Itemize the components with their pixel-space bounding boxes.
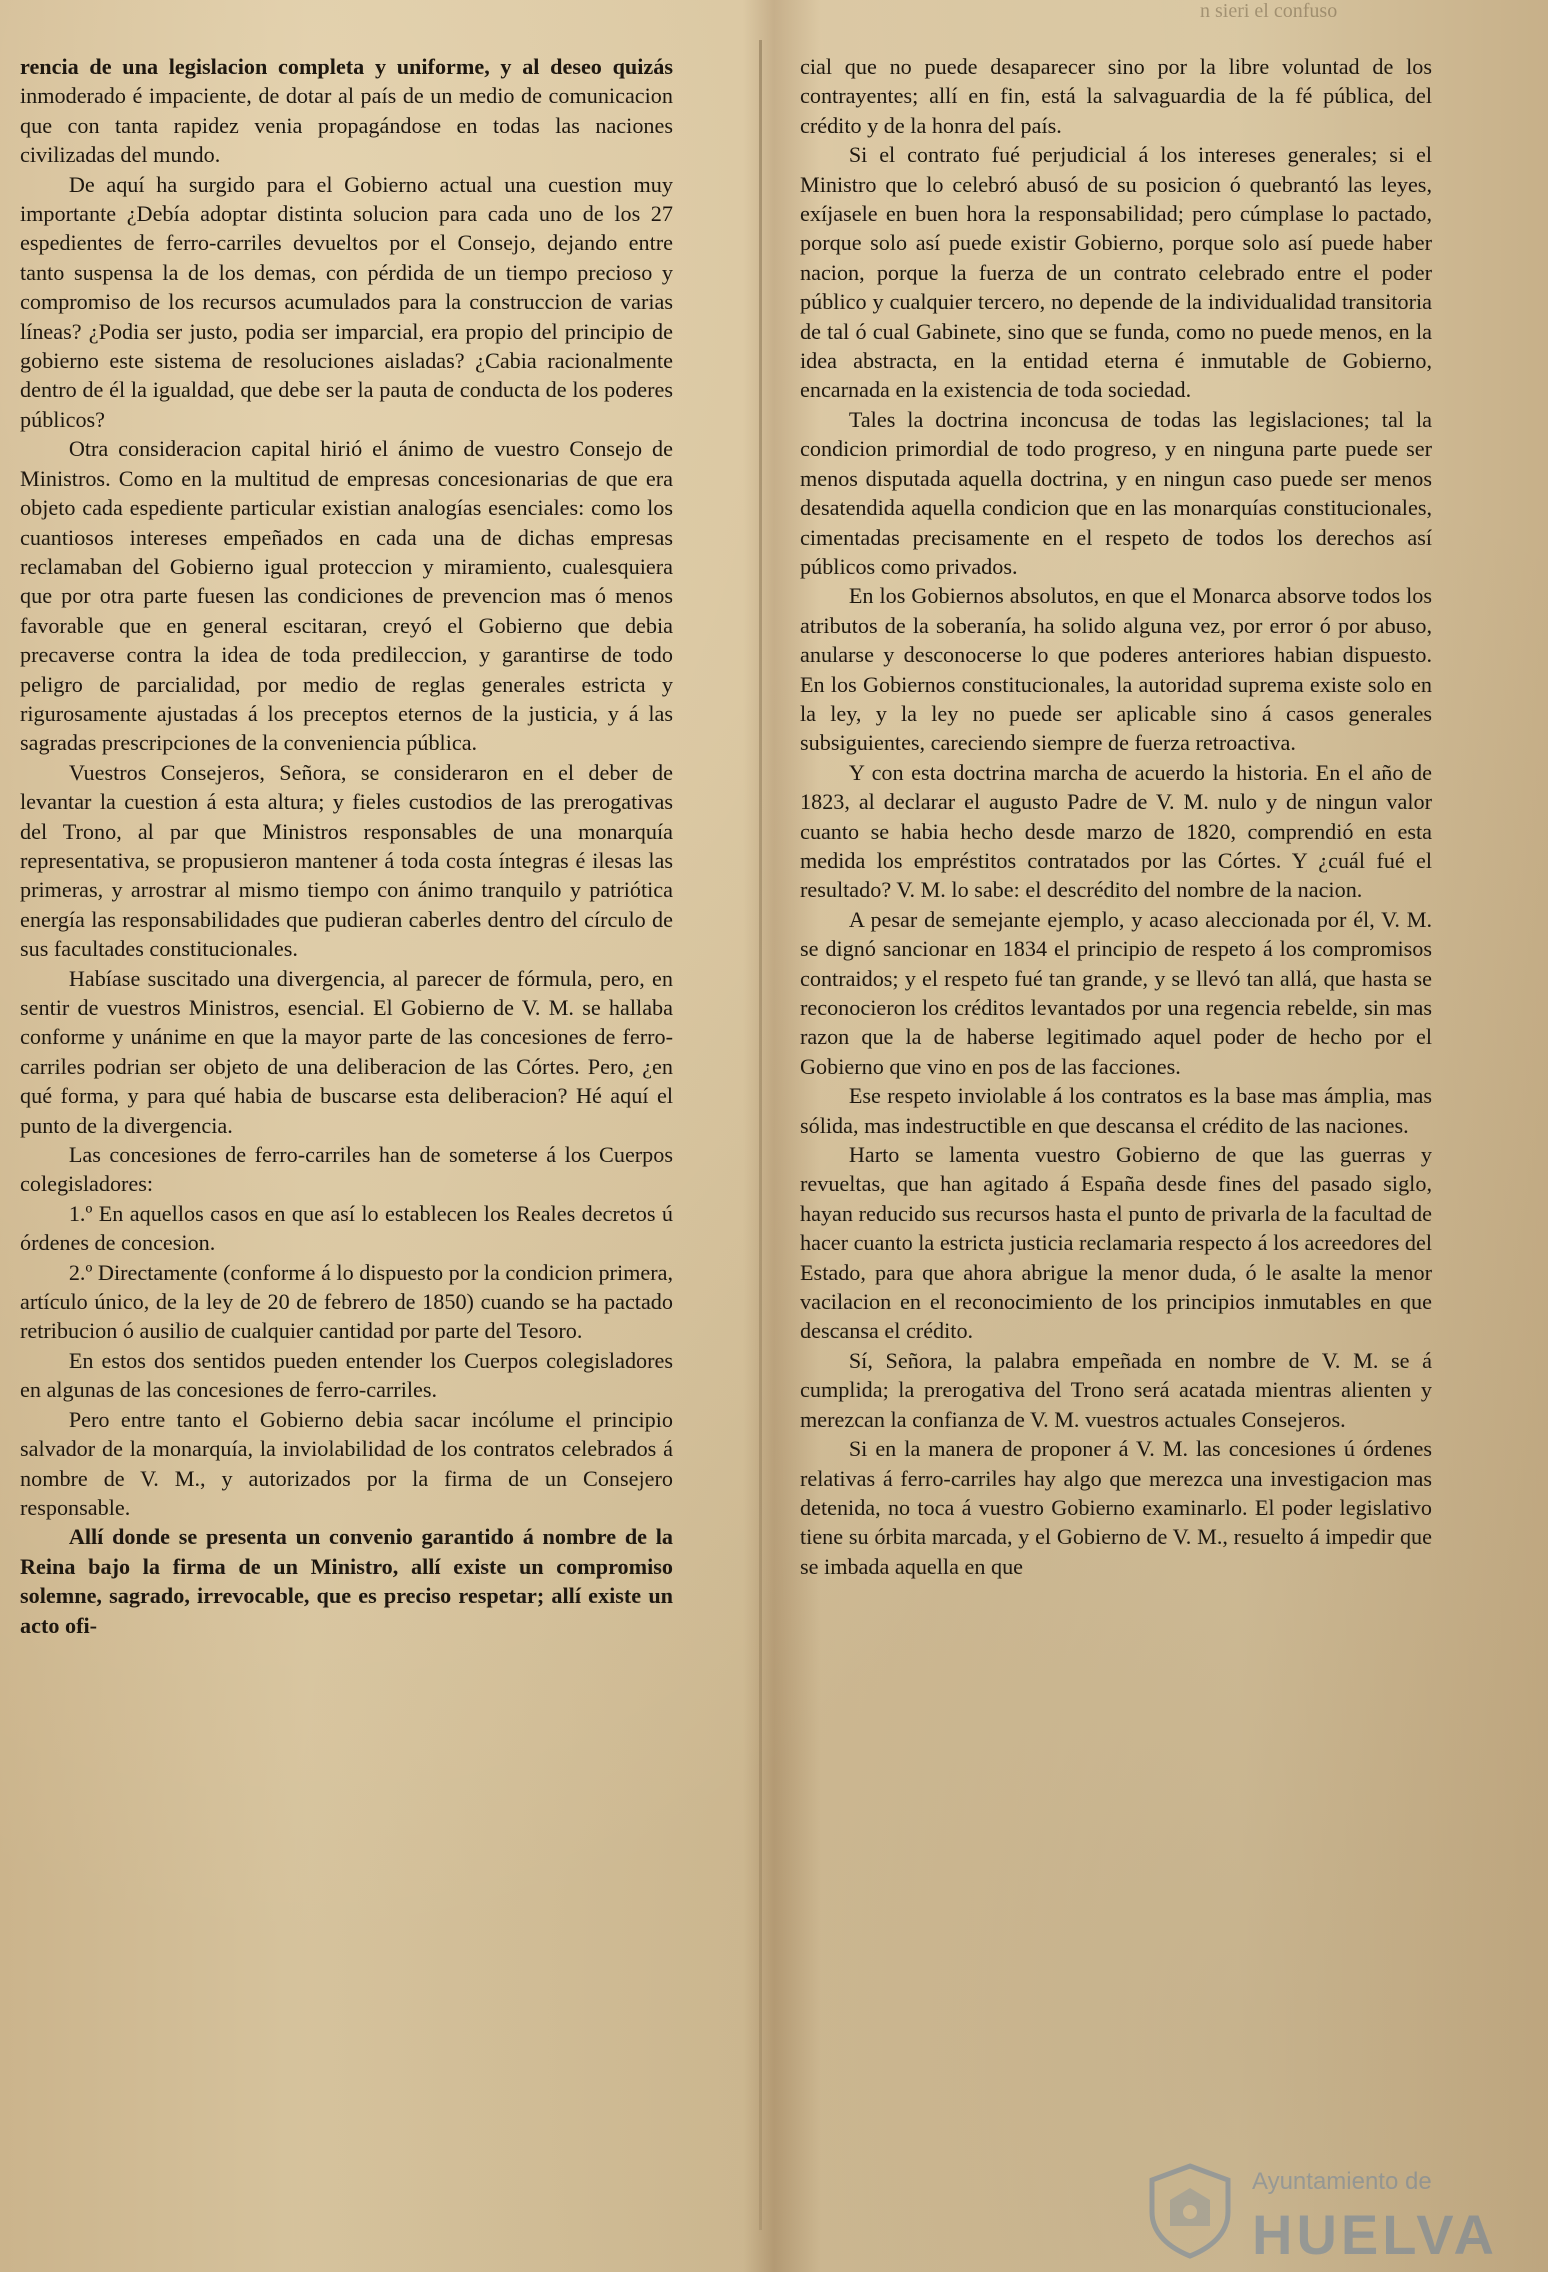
paragraph: Si en la manera de proponer á V. M. las concesiones ú órdenes relativas á ferro-carriles hay algo que merezca una investigacion mas detenida, no toca á vuestro Gobierno examinarlo. El poder legislativo tiene su órbita marcada, y el Gobierno de V. M., resuelto á impedir que se imbada aquella en que bbox=[800, 1436, 1432, 1579]
right-column bbox=[800, 52, 1432, 2182]
paragraph: Ese respeto inviolable á los contratos es la base mas ámplia, mas sólida, mas indestructible en que descansa el crédito de las naciones. bbox=[800, 1083, 1432, 1138]
paragraph: Habíase suscitado una divergencia, al parecer de fórmula, pero, en sentir de vuestros Ministros, esencial. El Gobierno de V. M. se hallaba conforme y unánime en que la mayor parte de las concesiones de ferro-carriles podrian ser objeto de una deliberacion de las Córtes. Pero, ¿en qué forma, y para qué habia de buscarse esta deliberacion? Hé aquí el punto de la divergencia. bbox=[20, 965, 673, 1138]
paragraph: En los Gobiernos absolutos, en que el Monarca absorve todos los atributos de la soberanía, ha solido alguna vez, por error ó por abuso, anularse y desconocerse lo que poderes anteriores habian dispuesto. En los Gobiernos constitucionales, la autoridad suprema existe solo en la ley, y la ley no puede ser aplicable sino á casos generales subsiguientes, careciendo siempre de fuerza retroactiva. bbox=[800, 583, 1432, 756]
paragraph: Pero entre tanto el Gobierno debia sacar incólume el principio salvador de la monarquía, la inviolabilidad de los contratos celebrados á nombre de V. M., y autorizados por la firma de un Consejero responsable. bbox=[20, 1406, 673, 1520]
watermark-line1: Ayuntamiento de bbox=[1252, 2168, 1432, 2195]
paragraph: En estos dos sentidos pueden entender los Cuerpos colegisladores en algunas de las concesiones de ferro-carriles. bbox=[20, 1347, 673, 1403]
paragraph: Allí donde se presenta un convenio garantido á nombre de la Reina bajo la firma de un Ministro, allí existe un compromiso solemne, sagrado, irrevocable, que es preciso respetar; allí existe un acto ofi- bbox=[20, 1524, 673, 1638]
paragraph: Sí, Señora, la palabra empeñada en nombre de V. M. se á cumplida; la prerogativa del Trono será acatada mientras alienten y merezcan la confianza de V. M. vuestros actuales Consejeros. bbox=[800, 1347, 1432, 1432]
paragraph: Otra consideracion capital hirió el ánimo de vuestro Consejo de Ministros. Como en la multitud de empresas concesionarias de que era objeto cada espediente particular existian analogías esenciales: como los cuantiosos intereses empeñados en cada una de dichas empresas reclamaban del Gobierno igual proteccion y miramiento, cualesquiera que por otra parte fuesen las condiciones de prevencion mas ó menos favorable que en general escitaran, creyó el Gobierno que debia precaverse contra la idea de toda predileccion, y garantirse de todo peligro de parcialidad, por medio de reglas generales estricta y rigurosamente ajustadas á los preceptos eternos de la justicia, y á las sagradas prescripciones de la conveniencia pública. bbox=[20, 436, 673, 756]
paragraph: cial que no puede desaparecer sino por la libre voluntad de los contrayentes; allí en fin, está la salvaguardia de la fé pública, del crédito y de la honra del país. bbox=[800, 54, 1432, 138]
paragraph: rencia de una legislacion completa y uniforme, y al deseo quizás inmoderado é impaciente, de dotar al país de un medio de comunicacion que con tanta rapidez venia propagándose en todas las naciones civilizadas del mundo. bbox=[20, 54, 673, 168]
paragraph: 1.º En aquellos casos en que así lo establecen los Reales decretos ú órdenes de concesion. bbox=[20, 1200, 673, 1256]
paragraph: Las concesiones de ferro-carriles han de someterse á los Cuerpos colegisladores: bbox=[20, 1142, 673, 1197]
paragraph: Tales la doctrina inconcusa de todas las legislaciones; tal la condicion primordial de todo progreso, y en ninguna parte puede ser menos disputada aquella doctrina, y en ningun caso puede ser menos desatendida aquella condicion que en las monarquías constitucionales, cimentadas precisamente en el respeto de todos los derechos así públicos como privados. bbox=[800, 406, 1432, 579]
paragraph: 2.º Directamente (conforme á lo dispuesto por la condicion primera, artículo único, de la ley de 20 de febrero de 1850) cuando se ha pactado retribucion ó ausilio de cualquier cantidad por parte del Tesoro. bbox=[20, 1259, 673, 1344]
paragraph: Y con esta doctrina marcha de acuerdo la historia. En el año de 1823, al declarar el augusto Padre de V. M. nulo y de ningun valor cuanto se habia hecho desde marzo de 1820, comprendió en esta medida los empréstitos contratados por las Córtes. Y ¿cuál fué el resultado? V. M. lo sabe: el descrédito del nombre de la nacion. bbox=[800, 759, 1432, 903]
header-bleed-through: n sieri el confuso bbox=[1200, 0, 1338, 22]
paragraph: Vuestros Consejeros, Señora, se consideraron en el deber de levantar la cuestion á esta altura; y fieles custodios de las prerogativas del Trono, al par que Ministros responsables de una monarquía representativa, se propusieron mantener á toda costa íntegras é ilesas las primeras, y arrostrar al mismo tiempo con ánimo tranquilo y patriótica energía las responsabilidades que pudieran caberles dentro del círculo de sus facultades constitucionales. bbox=[20, 759, 673, 962]
city-seal-icon bbox=[1140, 2160, 1240, 2260]
left-column bbox=[20, 52, 673, 2252]
paragraph: Si el contrato fué perjudicial á los intereses generales; si el Ministro que lo celebró abusó de su posicion ó quebrantó las leyes, exíjasele en buen hora la responsabilidad; pero cúmplase lo pactado, porque solo así puede existir Gobierno, porque solo así puede haber nacion, porque la fuerza de un contrato celebrado entre el poder público y cualquier tercero, no depende de la individualidad transitoria de tal ó cual Gabinete, sino que se funda, como no puede menos, en la idea abstracta, en la entidad eterna é inmutable de Gobierno, encarnada en la existencia de toda sociedad. bbox=[800, 142, 1432, 403]
archive-watermark bbox=[1140, 2150, 1540, 2266]
paragraph: De aquí ha surgido para el Gobierno actual una cuestion muy importante ¿Debía adoptar distinta solucion para cada uno de los 27 espedientes de ferro-carriles devueltos por el Consejo, dejando entre tanto suspensa la de los demas, con pérdida de un tiempo precioso y compromiso de los recursos acumulados para la construccion de varias líneas? ¿Podia ser justo, podia ser imparcial, era propio del principio de gobierno este sistema de resoluciones aisladas? ¿Cabia racionalmente dentro de él la igualdad, que debe ser la pauta de conducta de los poderes públicos? bbox=[20, 171, 673, 432]
paragraph: A pesar de semejante ejemplo, y acaso aleccionada por él, V. M. se dignó sancionar en 1834 el principio de respeto á los compromisos contraidos; y el respeto fué tan grande, y se llevó tan allá, que hasta se reconocieron los créditos levantados por una regencia rebelde, sin mas razon que la de haberse legitimado aquel poder de hecho por el Gobierno que vino en pos de las facciones. bbox=[800, 906, 1432, 1079]
column-divider bbox=[759, 40, 762, 2230]
watermark-line2: HUELVA bbox=[1252, 2203, 1498, 2266]
paragraph: Harto se lamenta vuestro Gobierno de que las guerras y revueltas, que han agitado á España desde fines del pasado siglo, hayan reducido sus recursos hasta el punto de privarla de la facultad de hacer cuanto la estricta justicia reclamaria respecto á los acreedores del Estado, para que ahora abrigue la menor duda, ó le asalte la menor vacilacion en el reconocimiento de los principios inmutables en que descansa el crédito. bbox=[800, 1142, 1432, 1344]
